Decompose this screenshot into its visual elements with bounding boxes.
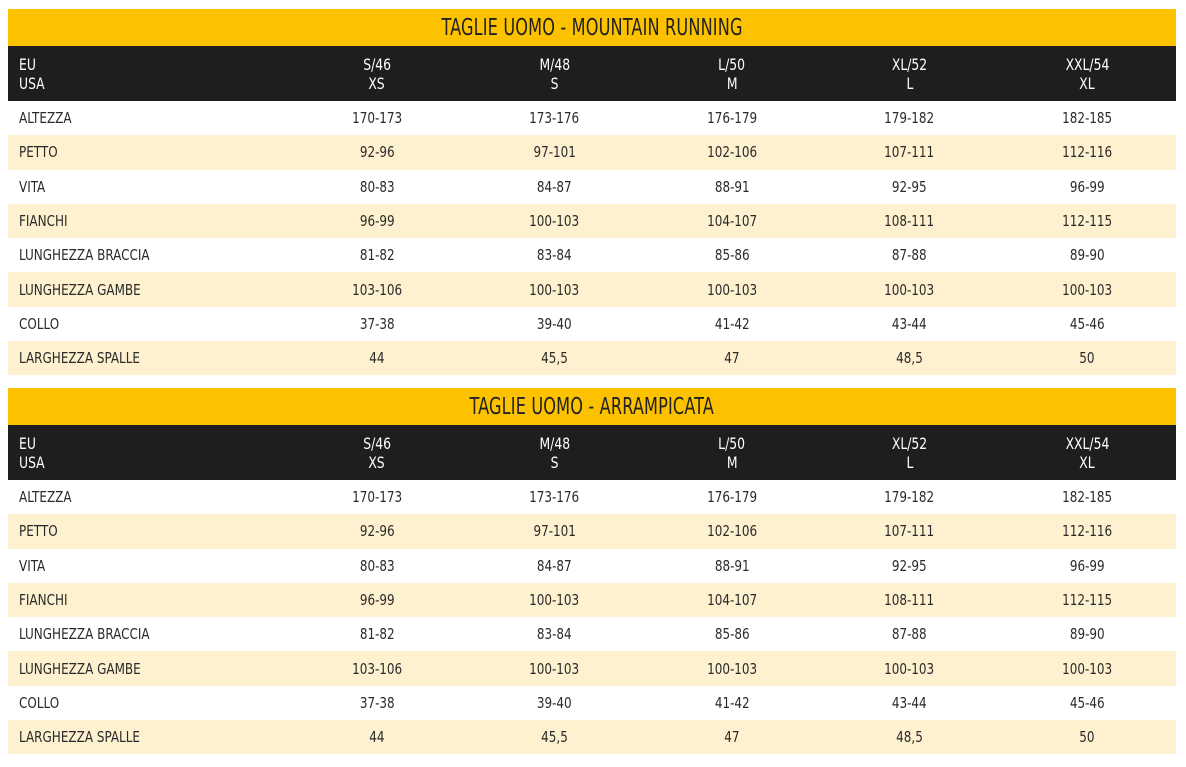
row-value bbox=[821, 109, 999, 127]
row-value bbox=[998, 315, 1176, 333]
row-value-text: 92-95 bbox=[892, 556, 927, 575]
header-label-cell bbox=[8, 46, 288, 101]
row-value-text: 47 bbox=[724, 728, 740, 747]
table-title bbox=[8, 388, 1176, 425]
row-label-text: LARGHEZZA SPALLE bbox=[19, 728, 140, 747]
row-value-text: 89-90 bbox=[1069, 246, 1105, 265]
row-value bbox=[643, 591, 821, 609]
row-value bbox=[466, 625, 644, 643]
header-size-usa: L bbox=[906, 452, 914, 472]
row-value-text: 92-95 bbox=[892, 177, 927, 196]
row-value-text: 107-111 bbox=[884, 143, 935, 162]
header-size-eu: XL/52 bbox=[891, 433, 928, 453]
row-value bbox=[998, 728, 1176, 746]
row-value-text: 87-88 bbox=[892, 246, 927, 265]
header-size-cell bbox=[643, 425, 821, 480]
row-value bbox=[288, 557, 466, 575]
row-value-text: 100-103 bbox=[884, 280, 935, 299]
row-value bbox=[821, 728, 999, 746]
row-value-text: 37-38 bbox=[359, 314, 395, 333]
row-value bbox=[643, 349, 821, 367]
table-row bbox=[8, 583, 1176, 617]
row-value bbox=[821, 488, 999, 506]
table-row bbox=[8, 101, 1176, 135]
row-value-text: 112-116 bbox=[1062, 143, 1113, 162]
row-value-text: 85-86 bbox=[714, 625, 750, 644]
row-value-text: 97-101 bbox=[533, 522, 576, 541]
row-value-text: 88-91 bbox=[714, 177, 750, 196]
row-value-text: 43-44 bbox=[892, 314, 927, 333]
row-value-text: 85-86 bbox=[714, 246, 750, 265]
row-value bbox=[998, 591, 1176, 609]
row-label-text: LUNGHEZZA BRACCIA bbox=[19, 246, 150, 265]
row-value bbox=[821, 591, 999, 609]
row-label bbox=[8, 694, 288, 712]
table-row bbox=[8, 135, 1176, 169]
row-value-text: 104-107 bbox=[706, 591, 758, 610]
header-size-cell bbox=[998, 46, 1176, 101]
row-label bbox=[8, 591, 288, 609]
row-value-text: 179-182 bbox=[884, 488, 935, 507]
row-value-text: 176-179 bbox=[706, 109, 758, 128]
row-value bbox=[998, 557, 1176, 575]
row-value-text: 87-88 bbox=[892, 625, 927, 644]
row-label-text: ALTEZZA bbox=[19, 109, 72, 128]
table-row bbox=[8, 272, 1176, 306]
row-value-text: 41-42 bbox=[714, 693, 750, 712]
row-value-text: 84-87 bbox=[536, 556, 572, 575]
row-value bbox=[643, 143, 821, 161]
row-label bbox=[8, 281, 288, 299]
row-value-text: 100-103 bbox=[1062, 659, 1113, 678]
row-label bbox=[8, 728, 288, 746]
header-size-usa: XL bbox=[1079, 452, 1095, 472]
header-size-usa: S bbox=[550, 452, 559, 472]
row-value-text: 50 bbox=[1079, 728, 1095, 747]
header-size-usa: XS bbox=[368, 452, 385, 472]
header-label-eu: EU bbox=[19, 433, 36, 453]
header-size-cell bbox=[821, 425, 999, 480]
row-value bbox=[821, 178, 999, 196]
row-label bbox=[8, 349, 288, 367]
row-value bbox=[466, 109, 644, 127]
row-value-text: 37-38 bbox=[359, 693, 395, 712]
row-value bbox=[998, 246, 1176, 264]
row-value bbox=[821, 694, 999, 712]
size-table-mountain-running bbox=[8, 9, 1176, 375]
row-value-text: 83-84 bbox=[536, 246, 572, 265]
header-size-usa: XS bbox=[368, 73, 385, 93]
row-label-text: FIANCHI bbox=[19, 591, 68, 610]
row-label bbox=[8, 522, 288, 540]
header-size-cell bbox=[466, 425, 644, 480]
header-size-eu: S/46 bbox=[362, 433, 391, 453]
header-size-eu: M/48 bbox=[539, 433, 570, 453]
row-value-text: 100-103 bbox=[529, 212, 580, 231]
row-label bbox=[8, 488, 288, 506]
table-title bbox=[8, 9, 1176, 46]
row-value-text: 88-91 bbox=[714, 556, 750, 575]
row-value bbox=[288, 660, 466, 678]
row-value-text: 45,5 bbox=[541, 728, 568, 747]
row-label-text: LUNGHEZZA BRACCIA bbox=[19, 625, 150, 644]
row-value-text: 173-176 bbox=[529, 488, 580, 507]
row-value bbox=[643, 109, 821, 127]
row-value-text: 92-96 bbox=[359, 143, 395, 162]
row-value bbox=[643, 246, 821, 264]
row-value bbox=[643, 281, 821, 299]
row-value-text: 100-103 bbox=[529, 591, 580, 610]
row-value bbox=[998, 694, 1176, 712]
header-size-usa: M bbox=[726, 452, 738, 472]
row-label bbox=[8, 212, 288, 230]
row-value-text: 96-99 bbox=[359, 212, 395, 231]
row-label bbox=[8, 315, 288, 333]
row-value-text: 112-116 bbox=[1062, 522, 1113, 541]
row-value bbox=[466, 660, 644, 678]
row-value bbox=[288, 591, 466, 609]
row-value-text: 80-83 bbox=[359, 177, 395, 196]
row-value bbox=[288, 349, 466, 367]
row-value bbox=[821, 660, 999, 678]
row-value bbox=[466, 349, 644, 367]
table-row bbox=[8, 341, 1176, 375]
row-value bbox=[288, 281, 466, 299]
row-value bbox=[288, 178, 466, 196]
table-body bbox=[8, 101, 1176, 375]
row-label-text: PETTO bbox=[19, 522, 58, 541]
row-value bbox=[821, 281, 999, 299]
row-label bbox=[8, 557, 288, 575]
table-header bbox=[8, 425, 1176, 480]
row-value bbox=[643, 557, 821, 575]
header-size-usa: S bbox=[550, 73, 559, 93]
header-size-eu: L/50 bbox=[718, 433, 746, 453]
header-size-eu: XXL/54 bbox=[1065, 54, 1110, 74]
row-value bbox=[466, 694, 644, 712]
row-value-text: 176-179 bbox=[706, 488, 758, 507]
row-value bbox=[466, 522, 644, 540]
row-value bbox=[643, 694, 821, 712]
row-value bbox=[821, 557, 999, 575]
row-value-text: 170-173 bbox=[351, 488, 402, 507]
row-value bbox=[288, 625, 466, 643]
table-row bbox=[8, 170, 1176, 204]
header-size-cell bbox=[466, 46, 644, 101]
table-body bbox=[8, 480, 1176, 754]
row-value bbox=[821, 212, 999, 230]
row-value bbox=[288, 143, 466, 161]
row-value bbox=[998, 522, 1176, 540]
row-label-text: FIANCHI bbox=[19, 212, 68, 231]
row-value-text: 107-111 bbox=[884, 522, 935, 541]
table-row bbox=[8, 617, 1176, 651]
row-value bbox=[821, 315, 999, 333]
row-value-text: 104-107 bbox=[706, 212, 758, 231]
row-value bbox=[998, 143, 1176, 161]
row-label bbox=[8, 178, 288, 196]
row-value-text: 100-103 bbox=[529, 659, 580, 678]
header-size-eu: XL/52 bbox=[891, 54, 928, 74]
row-value-text: 96-99 bbox=[359, 591, 395, 610]
row-value-text: 103-106 bbox=[351, 280, 402, 299]
row-value bbox=[466, 281, 644, 299]
header-size-eu: M/48 bbox=[539, 54, 570, 74]
row-value-text: 100-103 bbox=[706, 659, 758, 678]
header-size-cell bbox=[288, 425, 466, 480]
row-value bbox=[466, 557, 644, 575]
size-table-arrampicata bbox=[8, 388, 1176, 754]
row-value-text: 39-40 bbox=[536, 693, 572, 712]
table-header bbox=[8, 46, 1176, 101]
header-label-cell bbox=[8, 425, 288, 480]
row-value bbox=[643, 488, 821, 506]
header-size-usa: XL bbox=[1079, 73, 1095, 93]
row-value-text: 83-84 bbox=[536, 625, 572, 644]
row-value bbox=[643, 728, 821, 746]
row-label-text: VITA bbox=[19, 556, 46, 575]
header-size-cell bbox=[288, 46, 466, 101]
row-label bbox=[8, 660, 288, 678]
row-label-text: LUNGHEZZA GAMBE bbox=[19, 659, 141, 678]
header-size-cell bbox=[643, 46, 821, 101]
row-value-text: 100-103 bbox=[529, 280, 580, 299]
table-row bbox=[8, 238, 1176, 272]
row-value bbox=[998, 349, 1176, 367]
row-value bbox=[466, 178, 644, 196]
row-value-text: 39-40 bbox=[536, 314, 572, 333]
row-value-text: 100-103 bbox=[1062, 280, 1113, 299]
table-row bbox=[8, 480, 1176, 514]
row-value bbox=[466, 246, 644, 264]
header-label-usa: USA bbox=[19, 73, 45, 93]
table-row bbox=[8, 204, 1176, 238]
header-label-eu: EU bbox=[19, 54, 36, 74]
row-value bbox=[998, 178, 1176, 196]
row-value bbox=[998, 212, 1176, 230]
table-title-text: TAGLIE UOMO - ARRAMPICATA bbox=[469, 393, 715, 420]
row-value bbox=[288, 246, 466, 264]
header-size-eu: S/46 bbox=[362, 54, 391, 74]
row-label-text: COLLO bbox=[19, 693, 60, 712]
row-value bbox=[998, 488, 1176, 506]
row-value-text: 97-101 bbox=[533, 143, 576, 162]
header-size-cell bbox=[998, 425, 1176, 480]
row-label-text: ALTEZZA bbox=[19, 488, 72, 507]
row-value-text: 80-83 bbox=[359, 556, 395, 575]
row-value bbox=[821, 246, 999, 264]
table-row bbox=[8, 307, 1176, 341]
row-value bbox=[466, 143, 644, 161]
header-label-usa: USA bbox=[19, 452, 45, 472]
header-size-cell bbox=[821, 46, 999, 101]
row-label-text: COLLO bbox=[19, 314, 60, 333]
row-value bbox=[821, 349, 999, 367]
row-value bbox=[821, 143, 999, 161]
row-value-text: 84-87 bbox=[536, 177, 572, 196]
row-value-text: 112-115 bbox=[1062, 591, 1113, 610]
row-value-text: 50 bbox=[1079, 349, 1095, 368]
row-value-text: 81-82 bbox=[359, 625, 395, 644]
row-value bbox=[288, 109, 466, 127]
row-label bbox=[8, 246, 288, 264]
table-row bbox=[8, 514, 1176, 548]
row-value-text: 48,5 bbox=[896, 349, 923, 368]
row-value-text: 108-111 bbox=[884, 591, 935, 610]
row-value bbox=[466, 728, 644, 746]
row-value-text: 45-46 bbox=[1069, 314, 1105, 333]
row-value-text: 89-90 bbox=[1069, 625, 1105, 644]
row-value-text: 100-103 bbox=[884, 659, 935, 678]
row-value bbox=[466, 591, 644, 609]
row-value bbox=[998, 281, 1176, 299]
row-value bbox=[466, 212, 644, 230]
row-label bbox=[8, 109, 288, 127]
row-value bbox=[466, 315, 644, 333]
row-value-text: 45,5 bbox=[541, 349, 568, 368]
row-value bbox=[643, 178, 821, 196]
table-row bbox=[8, 549, 1176, 583]
row-value-text: 41-42 bbox=[714, 314, 750, 333]
row-value-text: 44 bbox=[369, 349, 385, 368]
row-value bbox=[288, 315, 466, 333]
row-value bbox=[288, 694, 466, 712]
row-value-text: 102-106 bbox=[706, 522, 758, 541]
table-row bbox=[8, 720, 1176, 754]
row-value-text: 112-115 bbox=[1062, 212, 1113, 231]
row-label bbox=[8, 143, 288, 161]
header-size-usa: L bbox=[906, 73, 914, 93]
row-value-text: 108-111 bbox=[884, 212, 935, 231]
row-label-text: VITA bbox=[19, 177, 46, 196]
row-label-text: LUNGHEZZA GAMBE bbox=[19, 280, 141, 299]
row-value-text: 179-182 bbox=[884, 109, 935, 128]
row-value bbox=[821, 522, 999, 540]
header-size-eu: XXL/54 bbox=[1065, 433, 1110, 453]
row-value-text: 43-44 bbox=[892, 693, 927, 712]
table-row bbox=[8, 651, 1176, 685]
row-label bbox=[8, 625, 288, 643]
row-value bbox=[821, 625, 999, 643]
row-value bbox=[643, 660, 821, 678]
row-value bbox=[643, 522, 821, 540]
row-value bbox=[643, 625, 821, 643]
row-value-text: 103-106 bbox=[351, 659, 402, 678]
table-row bbox=[8, 686, 1176, 720]
row-value bbox=[998, 109, 1176, 127]
row-value-text: 47 bbox=[724, 349, 740, 368]
table-title-text: TAGLIE UOMO - MOUNTAIN RUNNING bbox=[441, 14, 743, 41]
row-value-text: 96-99 bbox=[1069, 177, 1105, 196]
row-value-text: 102-106 bbox=[706, 143, 758, 162]
row-value-text: 182-185 bbox=[1062, 488, 1113, 507]
row-value-text: 45-46 bbox=[1069, 693, 1105, 712]
row-value bbox=[288, 522, 466, 540]
row-value bbox=[998, 625, 1176, 643]
row-label-text: LARGHEZZA SPALLE bbox=[19, 349, 140, 368]
row-value-text: 182-185 bbox=[1062, 109, 1113, 128]
row-label-text: PETTO bbox=[19, 143, 58, 162]
row-value bbox=[466, 488, 644, 506]
row-value-text: 96-99 bbox=[1069, 556, 1105, 575]
row-value-text: 48,5 bbox=[896, 728, 923, 747]
row-value bbox=[643, 212, 821, 230]
row-value-text: 170-173 bbox=[351, 109, 402, 128]
row-value-text: 100-103 bbox=[706, 280, 758, 299]
row-value bbox=[998, 660, 1176, 678]
row-value-text: 92-96 bbox=[359, 522, 395, 541]
row-value-text: 44 bbox=[369, 728, 385, 747]
row-value bbox=[288, 488, 466, 506]
header-size-usa: M bbox=[726, 73, 738, 93]
row-value bbox=[643, 315, 821, 333]
header-size-eu: L/50 bbox=[718, 54, 746, 74]
row-value-text: 81-82 bbox=[359, 246, 395, 265]
row-value-text: 173-176 bbox=[529, 109, 580, 128]
row-value bbox=[288, 728, 466, 746]
row-value bbox=[288, 212, 466, 230]
